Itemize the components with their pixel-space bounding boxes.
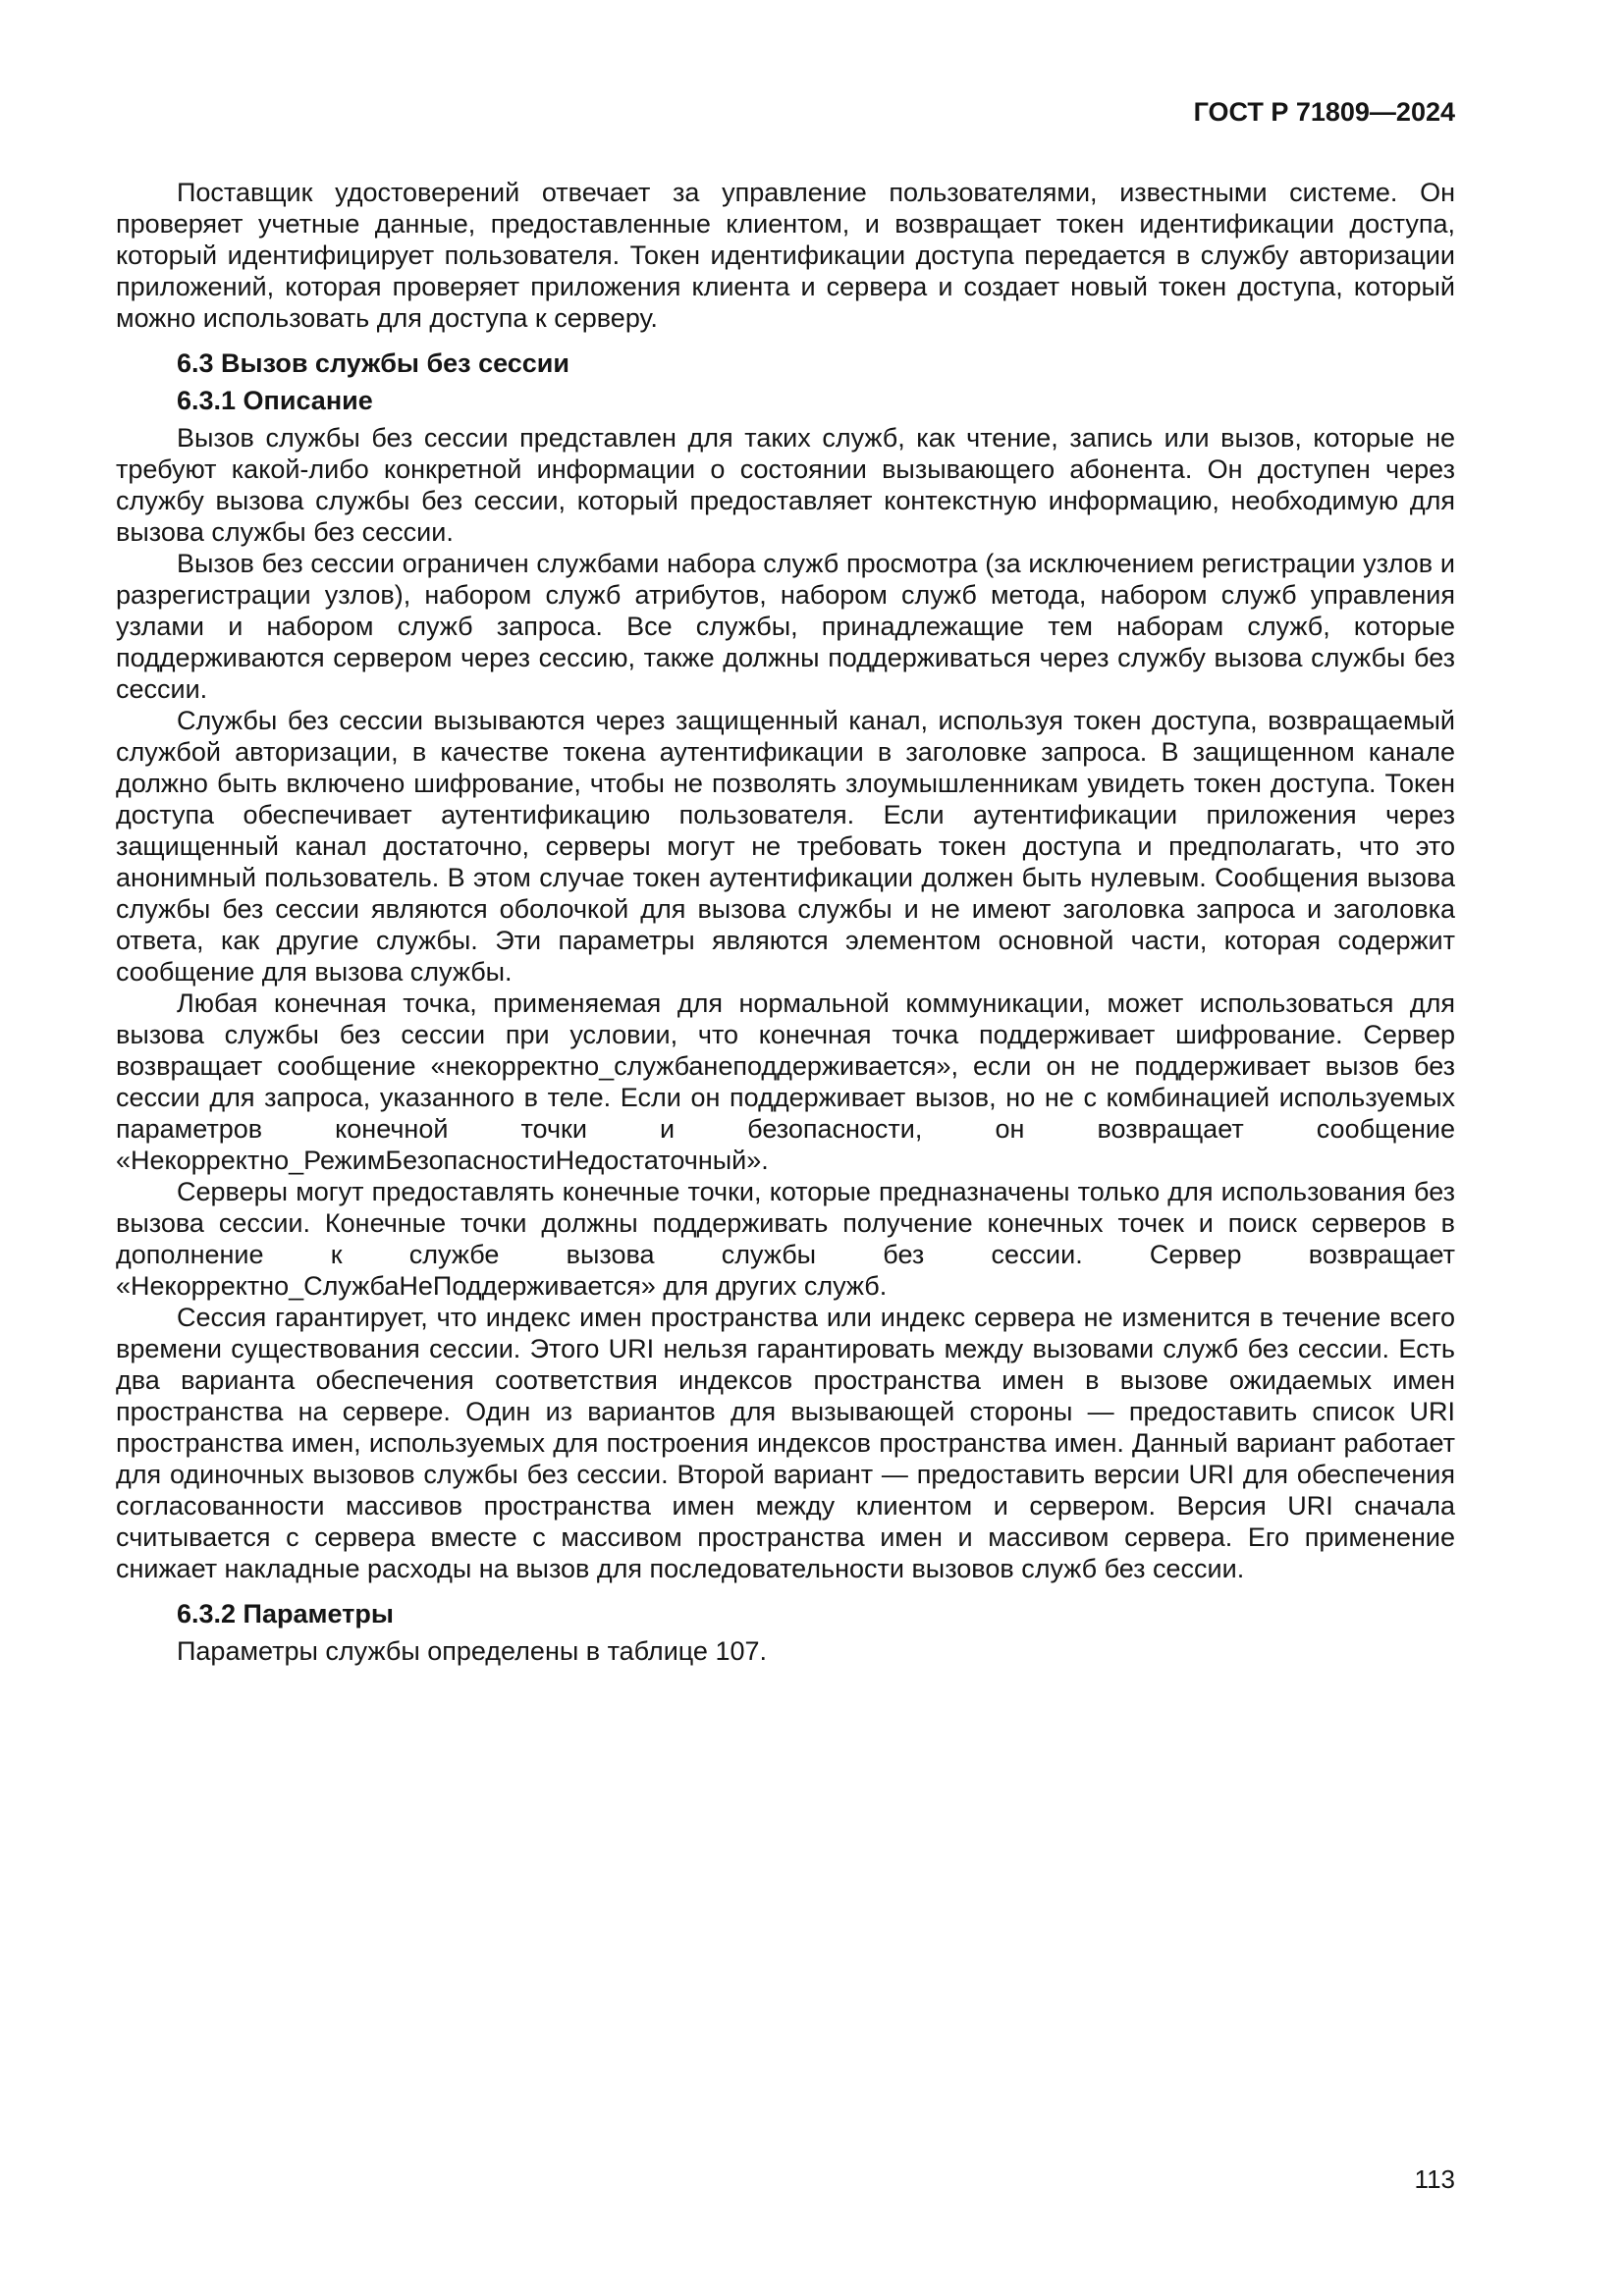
page-number: 113	[1414, 2164, 1455, 2194]
paragraph: Любая конечная точка, применяемая для нормальной коммуникации, может использоваться для вызова службы без сессии при условии, что конечная точка поддерживает шифрование. Сервер возвращает сообщение «некорректно_службанеподдерживается», если он не поддерживает вызов без сессии для запроса, указанного в теле. Если он поддерживает вызов, но не с комбинацией используемых параметров конечной точки и безопасности, он возвращает сообщение «Некорректно_РежимБезопасностиНедостаточный».	[116, 988, 1455, 1175]
section-heading: 6.3.2 Параметры	[177, 1599, 394, 1629]
paragraph: Сессия гарантирует, что индекс имен пространства или индекс сервера не изменится в течение всего времени существования сессии. Этого URI нельзя гарантировать между вызовами служб без сессии. Есть два варианта обеспечения соответствия индексов пространства имен в вызове ожидаемых имен пространства на сервере. Один из вариантов для вызывающей стороны — предоставить список URI пространства имен, используемых для построения индексов пространства имен. Данный вариант работает для одиночных вызовов службы без сессии. Второй вариант — предоставить версии URI для обеспечения согласованности массивов пространства имен между клиентом и сервером. Версия URI сначала считывается с сервера вместе с массивом пространства имен и массивом сервера. Его применение снижает накладные расходы на вызов для последовательности вызовов служб без сессии.	[116, 1303, 1455, 1583]
paragraph: Серверы могут предоставлять конечные точки, которые предназначены только для использования без вызова сессии. Конечные точки должны поддерживать получение конечных точек и поиск серверов в дополнение к службе вызова службы без сессии. Сервер возвращает «Некорректно_СлужбаНеПоддерживается» для других служб.	[116, 1177, 1455, 1301]
paragraph: Параметры службы определены в таблице 107.	[177, 1636, 768, 1666]
section-heading: 6.3.1 Описание	[177, 386, 373, 415]
paragraph: Вызов службы без сессии представлен для таких служб, как чтение, запись или вызов, которые не требуют какой-либо конкретной информации о состоянии вызывающего абонента. Он доступен через службу вызова службы без сессии, который предоставляет контекстную информацию, необходимую для вызова службы без сессии.	[116, 423, 1455, 547]
paragraph: Вызов без сессии ограничен службами набора служб просмотра (за исключением регистрации узлов и разрегистрации узлов), набором служб атрибутов, набором служб метода, набором служб управления узлами и набором служб запроса. Все службы, принадлежащие тем наборам служб, которые поддерживаются сервером через сессию, также должны поддерживаться через службу вызова службы без сессии.	[116, 549, 1455, 704]
document-code: ГОСТ Р 71809—2024	[1193, 97, 1455, 127]
section-heading: 6.3 Вызов службы без сессии	[177, 348, 569, 378]
paragraph: Поставщик удостоверений отвечает за управление пользователями, известными системе. Он проверяет учетные данные, предоставленные клиентом, и возвращает токен идентификации доступа, который идентифицирует пользователя. Токен идентификации доступа передается в службу авторизации приложений, которая проверяет приложения клиента и сервера и создает новый токен доступа, который можно использовать для доступа к серверу.	[116, 178, 1455, 333]
page-header	[116, 96, 1455, 128]
document-body	[116, 177, 1455, 1667]
paragraph: Службы без сессии вызываются через защищенный канал, используя токен доступа, возвращаемый службой авторизации, в качестве токена аутентификации в заголовке запроса. В защищенном канале должно быть включено шифрование, чтобы не позволять злоумышленникам увидеть токен доступа. Токен доступа обеспечивает аутентификацию пользователя. Если аутентификации приложения через защищенный канал достаточно, серверы могут не требовать токен доступа и предполагать, что это анонимный пользователь. В этом случае токен аутентификации должен быть нулевым. Сообщения вызова службы без сессии являются оболочкой для вызова службы и не имеют заголовка запроса и заголовка ответа, как другие службы. Эти параметры являются элементом основной части, которая содержит сообщение для вызова службы.	[116, 706, 1455, 987]
page-footer	[1415, 2164, 1455, 2194]
